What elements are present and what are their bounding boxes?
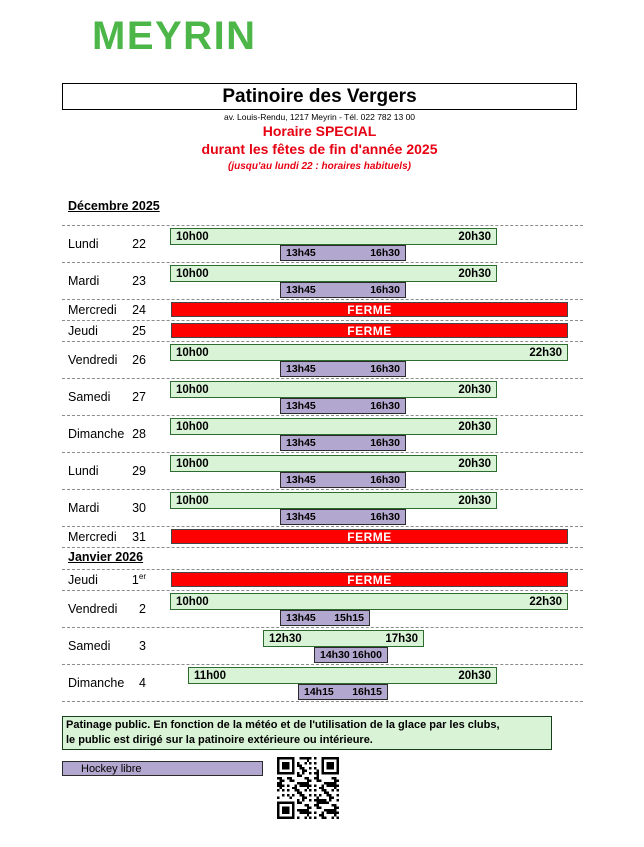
bar-start-time: 10h00 <box>176 383 209 396</box>
day-name: Samedi <box>68 638 111 653</box>
bar-end-time: 16h30 <box>370 511 400 523</box>
public-skating-note <box>62 716 552 750</box>
bar-end-time: 16h15 <box>352 686 382 698</box>
day-number: 1er <box>131 571 146 587</box>
schedule-table <box>0 190 644 701</box>
facility-title-box <box>62 83 577 110</box>
public-skating-bar <box>170 593 568 610</box>
bar-start-time: 13h45 <box>286 400 316 412</box>
free-hockey-bar <box>280 509 406 525</box>
day-number: 26 <box>132 352 146 367</box>
bar-start-time: 10h00 <box>176 595 209 608</box>
day-name: Mardi <box>68 500 100 515</box>
bar-start-time: 14h30 <box>320 649 350 661</box>
schedule-row <box>0 262 644 299</box>
bar-start-time: 10h00 <box>176 420 209 433</box>
day-number: 22 <box>132 236 146 251</box>
schedule-row <box>0 320 644 341</box>
day-number: 24 <box>132 302 146 317</box>
bar-start-time: 13h45 <box>286 612 316 624</box>
day-number: 25 <box>132 323 146 338</box>
day-label <box>68 590 146 627</box>
day-number: 27 <box>132 389 146 404</box>
day-number: 4 <box>139 675 146 690</box>
bar-start-time: 10h00 <box>176 346 209 359</box>
bar-end-time: 20h30 <box>458 383 491 396</box>
public-skating-bar <box>170 381 497 398</box>
bar-end-time: 20h30 <box>458 457 491 470</box>
schedule-row <box>0 590 644 627</box>
free-hockey-bar <box>280 398 406 414</box>
meyrin-logo: MEYRIN <box>92 14 257 58</box>
day-label <box>68 627 146 664</box>
bar-start-time: 10h00 <box>176 494 209 507</box>
public-skating-bar <box>170 492 497 509</box>
closed-bar: FERME <box>171 529 568 544</box>
special-schedule-subheading: durant les fêtes de fin d'année 2025 <box>201 141 438 157</box>
schedule-row <box>0 664 644 701</box>
day-label <box>68 489 146 526</box>
public-skating-bar <box>170 228 497 245</box>
bar-end-time: 16h30 <box>370 247 400 259</box>
public-skating-note-line1: Patinage public. En fonction de la météo et de l'utilisation de la glace par les clubs, <box>66 719 500 731</box>
day-number: 29 <box>132 463 146 478</box>
day-number: 23 <box>132 273 146 288</box>
closed-bar: FERME <box>171 572 568 587</box>
bar-start-time: 13h45 <box>286 511 316 523</box>
schedule-row <box>0 627 644 664</box>
day-label <box>68 262 146 299</box>
day-label <box>68 526 146 547</box>
day-number: 2 <box>139 601 146 616</box>
bar-start-time: 13h45 <box>286 284 316 296</box>
day-label <box>68 452 146 489</box>
bar-end-time: 20h30 <box>458 267 491 280</box>
day-name: Mercredi <box>68 302 117 317</box>
special-schedule-note: (jusqu'au lundi 22 : horaires habituels) <box>228 161 411 172</box>
free-hockey-bar <box>298 684 388 700</box>
bar-end-time: 17h30 <box>385 632 418 645</box>
bar-end-time: 20h30 <box>458 230 491 243</box>
bar-end-time: 16h00 <box>352 649 382 661</box>
public-skating-bar <box>170 418 497 435</box>
schedule-row <box>0 299 644 320</box>
schedule-row <box>0 415 644 452</box>
section-title: Décembre 2025 <box>68 199 160 213</box>
day-label <box>68 299 146 320</box>
bar-end-time: 20h30 <box>458 420 491 433</box>
day-label <box>68 225 146 262</box>
day-name: Dimanche <box>68 426 125 441</box>
section-title: Janvier 2026 <box>68 550 144 564</box>
free-hockey-bar <box>280 435 406 451</box>
day-name: Dimanche <box>68 675 125 690</box>
free-hockey-bar <box>280 282 406 298</box>
bar-start-time: 14h15 <box>304 686 334 698</box>
day-name: Jeudi <box>68 323 98 338</box>
bar-start-time: 10h00 <box>176 457 209 470</box>
bar-start-time: 10h00 <box>176 267 209 280</box>
public-skating-bar <box>170 265 497 282</box>
hockey-legend <box>62 761 263 776</box>
bar-end-time: 20h30 <box>458 494 491 507</box>
day-number-suffix: er <box>138 571 146 581</box>
day-number: 30 <box>132 500 146 515</box>
bar-end-time: 20h30 <box>458 669 491 682</box>
closed-bar: FERME <box>171 302 568 317</box>
schedule-row <box>0 452 644 489</box>
day-label <box>68 341 146 378</box>
closed-bar: FERME <box>171 323 568 338</box>
day-name: Lundi <box>68 236 99 251</box>
facility-address: av. Louis-Rendu, 1217 Meyrin - Tél. 022 782 13 00 <box>223 112 416 122</box>
schedule-row <box>0 225 644 262</box>
day-name: Vendredi <box>68 352 118 367</box>
day-number: 31 <box>132 529 146 544</box>
day-label <box>68 664 146 701</box>
free-hockey-bar <box>280 361 406 377</box>
qr-code <box>277 757 339 819</box>
bar-start-time: 13h45 <box>286 437 316 449</box>
bar-start-time: 12h30 <box>269 632 302 645</box>
day-name: Mardi <box>68 273 100 288</box>
day-name: Samedi <box>68 389 111 404</box>
day-number: 28 <box>132 426 146 441</box>
day-name: Jeudi <box>68 572 98 587</box>
schedule-row <box>0 526 644 547</box>
schedule-row <box>0 569 644 590</box>
bar-start-time: 10h00 <box>176 230 209 243</box>
free-hockey-bar <box>280 610 370 626</box>
bar-end-time: 16h30 <box>370 437 400 449</box>
public-skating-bar <box>170 344 568 361</box>
bar-start-time: 13h45 <box>286 247 316 259</box>
bar-end-time: 22h30 <box>529 595 562 608</box>
public-skating-bar <box>188 667 497 684</box>
day-name: Mercredi <box>68 529 117 544</box>
day-label <box>68 378 146 415</box>
facility-title: Patinoire des Vergers <box>222 85 417 107</box>
bar-end-time: 22h30 <box>529 346 562 359</box>
day-number: 3 <box>139 638 146 653</box>
public-skating-bar <box>263 630 424 647</box>
hockey-legend-label: Hockey libre <box>81 762 142 775</box>
free-hockey-bar <box>314 647 388 663</box>
day-label <box>68 415 146 452</box>
bar-end-time: 15h15 <box>334 612 364 624</box>
public-skating-note-line2: le public est dirigé sur la patinoire extérieure ou intérieure. <box>66 734 373 746</box>
public-skating-bar <box>170 455 497 472</box>
bar-start-time: 13h45 <box>286 474 316 486</box>
bar-end-time: 16h30 <box>370 474 400 486</box>
bar-start-time: 11h00 <box>194 669 226 682</box>
schedule-row <box>0 378 644 415</box>
schedule-row <box>0 489 644 526</box>
bar-end-time: 16h30 <box>370 363 400 375</box>
special-schedule-heading: Horaire SPECIAL <box>262 123 377 139</box>
day-label <box>68 569 146 590</box>
bar-end-time: 16h30 <box>370 284 400 296</box>
free-hockey-bar <box>280 472 406 488</box>
day-name: Lundi <box>68 463 99 478</box>
bar-end-time: 16h30 <box>370 400 400 412</box>
day-label <box>68 320 146 341</box>
bar-start-time: 13h45 <box>286 363 316 375</box>
free-hockey-bar <box>280 245 406 261</box>
day-name: Vendredi <box>68 601 118 616</box>
schedule-row <box>0 341 644 378</box>
